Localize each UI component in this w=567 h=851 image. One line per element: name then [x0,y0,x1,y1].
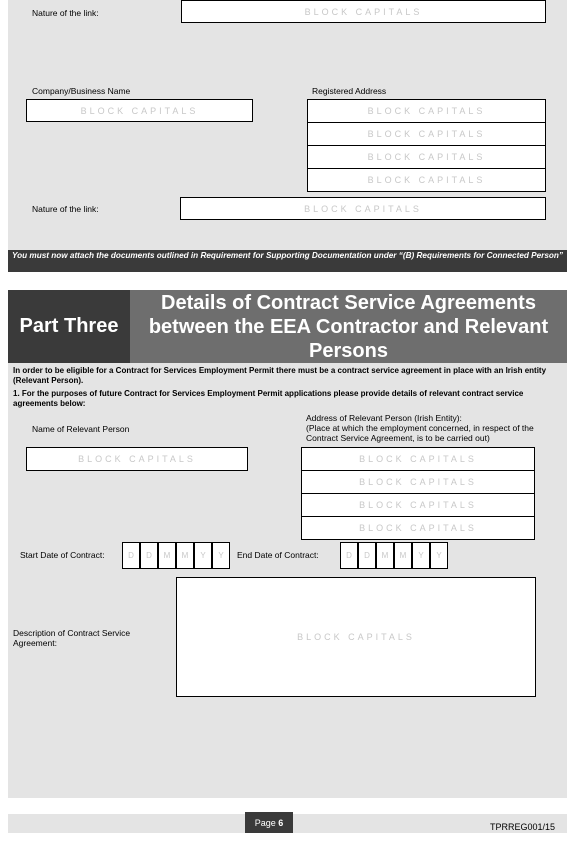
description-label: Description of Contract Service Agreement: [13,628,131,648]
part-three-tag-text: Part Three [19,315,119,337]
relevant-person-address-line-3[interactable]: BLOCK CAPITALS [301,493,535,517]
company-name-label: Company/Business Name [32,86,131,96]
notice-text: You must now attach the documents outlined in Requirement for Supporting Documentation under “(B) Requirements for Connected Person” [11,251,563,260]
start-date-year-1[interactable]: Y [194,542,212,569]
relevant-person-address-line-4[interactable]: BLOCK CAPITALS [301,516,535,540]
end-date-day-1[interactable]: D [340,542,358,569]
start-date-day-2[interactable]: D [140,542,158,569]
registered-address-line-3[interactable]: BLOCK CAPITALS [307,145,546,169]
start-date-month-1[interactable]: M [158,542,176,569]
nature-of-link-label-2: Nature of the link: [32,204,99,214]
part-three-title-text: Details of Contract Service Agreements between the EEA Contractor and Relevant Persons [148,291,549,362]
company-name-input[interactable]: BLOCK CAPITALS [26,99,253,122]
relevant-person-address-note: (Place at which the employment concerned, in respect of the Contract Service Agreement, is to be carried out) [306,423,534,443]
relevant-person-address-label: Address of Relevant Person (Irish Entity): [306,413,462,423]
start-date-label: Start Date of Contract: [20,550,105,560]
registered-address-label: Registered Address [312,86,387,96]
end-date-day-2[interactable]: D [358,542,376,569]
page-prefix: Page [254,817,276,828]
relevant-person-address-line-2[interactable]: BLOCK CAPITALS [301,470,535,494]
page-number: 6 [278,817,284,828]
form-code: TPRREG001/15 [490,822,556,832]
end-date-year-1[interactable]: Y [412,542,430,569]
relevant-person-address-line-1[interactable]: BLOCK CAPITALS [301,447,535,471]
end-date-month-2[interactable]: M [394,542,412,569]
end-date-label: End Date of Contract: [237,550,319,560]
eligibility-intro: In order to be eligible for a Contract for Services Employment Permit there must be a contract service agreement in place with an Irish entity (Relevant Person). [13,366,547,385]
end-date-input[interactable] [340,542,450,569]
attach-documents-notice [8,250,567,272]
nature-of-link-input-2[interactable]: BLOCK CAPITALS [180,197,546,220]
start-date-year-2[interactable]: Y [212,542,230,569]
description-textarea[interactable]: BLOCK CAPITALS [176,577,536,697]
question-1: 1. For the purposes of future Contract for Services Employment Permit applications please provide details of relevant contract service agreements below: [13,389,524,408]
registered-address-line-2[interactable]: BLOCK CAPITALS [307,122,546,146]
nature-of-link-label: Nature of the link: [32,8,99,18]
relevant-person-name-input[interactable]: BLOCK CAPITALS [26,447,248,471]
start-date-input[interactable] [122,542,232,569]
part-three-title [130,290,567,363]
registered-address-line-4[interactable]: BLOCK CAPITALS [307,168,546,192]
start-date-month-2[interactable]: M [176,542,194,569]
end-date-month-1[interactable]: M [376,542,394,569]
end-date-year-2[interactable]: Y [430,542,448,569]
registered-address-line-1[interactable]: BLOCK CAPITALS [307,99,546,123]
start-date-day-1[interactable]: D [122,542,140,569]
nature-of-link-input[interactable]: BLOCK CAPITALS [181,0,546,23]
page-indicator [245,812,293,833]
relevant-person-name-label: Name of Relevant Person [32,424,130,434]
part-three-tag [8,290,130,363]
